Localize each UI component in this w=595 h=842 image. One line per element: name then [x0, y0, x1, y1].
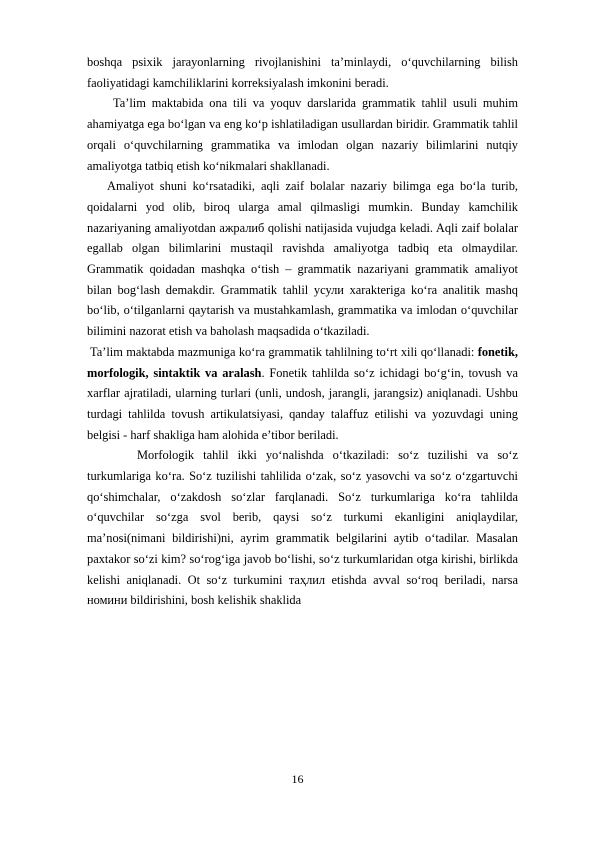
body-text — [87, 52, 518, 611]
paragraph-5: Morfologik tahlil ikki yo‘nalishda o‘tkaziladi: so‘z tuzilishi va so‘z turkumlariga ko‘ra. So‘z tuzilishi tahlilida o‘zak, so‘z yasovchi va so‘z o‘zgartuvchi qo‘shimchalar, o‘zakdosh so‘zlar farqlanadi. So‘z turkumlariga ko‘ra tahlilda o‘quvchilar so‘zga svol berib, qaysi so‘z turkumi ekanligini aniqlaydilar, ma’nosi(nimani bildirishi)ni, ayrim grammatik belgilarini aytib o‘tadilar. Masalan paxtakor so‘zi kim? so‘rog‘iga javob bo‘lishi, so‘z turkumlaridan otga kirishi, birlikda kelishi aniqlanadi. Ot so‘z turkumini таҳлил etishda avval so‘roq beriladi, narsa номини bildirishini, bosh kelishik shaklida — [87, 448, 518, 608]
analysis-types: fonetik, morfologik, sintaktik va aralash — [87, 344, 518, 380]
paragraph-2: Ta’lim maktabida ona tili va yoquv darslarida grammatik tahlil usuli muhim ahamiyatga ega bo‘lgan va eng ko‘p ishlatiladigan usullardan biridir. Grammatik tahlil orqali o‘quvchilarning grammatika va imlodan olgan nazariy bilimlarini nutqiy amaliyotga tatbiq etish ko‘nikmalari shakllanadi. — [87, 96, 518, 173]
paragraph-3: Amaliyot shuni ko‘rsatadiki, aqli zaif bolalar nazariy bilimga ega bo‘la turib, qoidalarni yod olib, biroq ularga amal qilmasligi mumkin. Bunday kamchilik nazariyaning amaliyotdan ажралиб qolishi natijasida vujudga keladi. Aqli zaif bolalar egallab olgan bilimlarini mustaqil ravishda amaliyotga tadbiq eta olmaydilar. Grammatik qoidadan mashqka o‘tish – grammatik nazariyani grammatik amaliyot bilan bog‘lash demakdir. Grammatik tahlil усули xarakteriga ko‘ra analitik mashq bo‘lib, o‘tilganlarni qaytarish va mustahkamlash, grammatika va imlodan o‘quvchilar bilimini nazorat etish va baholash maqsadida o‘tkaziladi. — [87, 179, 518, 339]
page-number: 16 — [291, 772, 304, 786]
paragraph-4 — [87, 342, 518, 446]
paragraph-1: boshqa psixik jarayonlarning rivojlanishini ta’minlaydi, o‘quvchilarning bilish faoliyatidagi kamchiliklarini korreksiyalash imkonini beradi. — [87, 55, 518, 90]
paragraph-4-intro: Ta’lim maktabda mazmuniga ko‘ra grammatik tahlilning to‘rt xili qo‘llanadi: — [90, 344, 478, 359]
paragraph-4-rest: . Fonetik tahlilda so‘z ichidagi bo‘g‘in, tovush va xarflar ajratiladi, ularning turlari (unli, undosh, jarangli, jarangsiz) aniqlanadi. Ushbu turdagi tahlilda tovush artikulatsiyasi, qanday talaffuz etilishi va yozuvdagi uning belgisi - harf shakliga ham alohida e’tibor beriladi. — [87, 365, 518, 442]
